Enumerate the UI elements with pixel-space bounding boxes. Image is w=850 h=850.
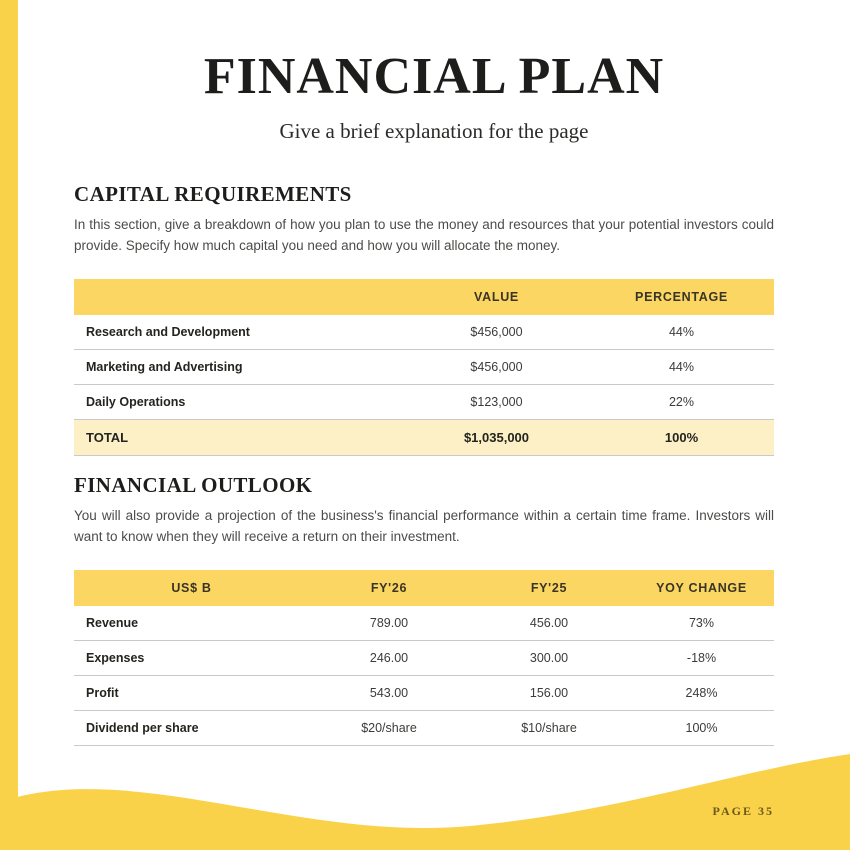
capital-col-value: VALUE bbox=[404, 279, 589, 315]
cell-fy25: 300.00 bbox=[469, 640, 629, 675]
capital-table-head bbox=[74, 279, 774, 315]
table-row bbox=[74, 349, 774, 384]
cell-label: Expenses bbox=[74, 640, 309, 675]
outlook-col-fy26: FY'26 bbox=[309, 570, 469, 606]
cell-label: Research and Development bbox=[74, 315, 404, 350]
cell-fy25: 156.00 bbox=[469, 675, 629, 710]
outlook-col-fy25: FY'25 bbox=[469, 570, 629, 606]
cell-percentage: 44% bbox=[589, 315, 774, 350]
cell-label: Dividend per share bbox=[74, 710, 309, 745]
bottom-wave-decoration bbox=[0, 730, 850, 850]
table-header-row bbox=[74, 570, 774, 606]
cell-value: $123,000 bbox=[404, 384, 589, 419]
capital-col-percentage: PERCENTAGE bbox=[589, 279, 774, 315]
table-row bbox=[74, 384, 774, 419]
outlook-col-yoy: YOY CHANGE bbox=[629, 570, 774, 606]
outlook-table-body bbox=[74, 606, 774, 746]
table-row bbox=[74, 675, 774, 710]
table-row bbox=[74, 315, 774, 350]
section-body-capital: In this section, give a breakdown of how you plan to use the money and resources that your potential investors could provide. Specify how much capital you need and how you will allocate the money. bbox=[74, 217, 774, 253]
cell-yoy: 248% bbox=[629, 675, 774, 710]
section-heading-outlook: FINANCIAL OUTLOOK bbox=[74, 473, 313, 497]
cell-label: Profit bbox=[74, 675, 309, 710]
page-title: FINANCIAL PLAN bbox=[203, 48, 665, 105]
cell-yoy: 100% bbox=[629, 710, 774, 745]
capital-col-label bbox=[74, 279, 404, 315]
cell-label: Revenue bbox=[74, 606, 309, 641]
cell-total-percentage: 100% bbox=[589, 419, 774, 455]
page-subtitle: Give a brief explanation for the page bbox=[279, 119, 589, 144]
section-body-outlook: You will also provide a projection of the business's financial performance within a certain time frame. Investors will want to know when they will receive a return on their investment. bbox=[74, 508, 774, 544]
section-capital-requirements bbox=[74, 182, 774, 456]
cell-fy26: $20/share bbox=[309, 710, 469, 745]
capital-table-body bbox=[74, 315, 774, 456]
cell-fy26: 543.00 bbox=[309, 675, 469, 710]
cell-fy26: 789.00 bbox=[309, 606, 469, 641]
table-header-row bbox=[74, 279, 774, 315]
outlook-table-head bbox=[74, 570, 774, 606]
cell-label: Marketing and Advertising bbox=[74, 349, 404, 384]
cell-fy25: $10/share bbox=[469, 710, 629, 745]
section-financial-outlook bbox=[74, 473, 774, 746]
capital-requirements-table bbox=[74, 279, 774, 456]
cell-value: $456,000 bbox=[404, 315, 589, 350]
cell-total-label: TOTAL bbox=[74, 419, 404, 455]
table-row bbox=[74, 640, 774, 675]
cell-fy26: 246.00 bbox=[309, 640, 469, 675]
cell-value: $456,000 bbox=[404, 349, 589, 384]
table-total-row bbox=[74, 419, 774, 455]
section-heading-capital: CAPITAL REQUIREMENTS bbox=[74, 182, 352, 206]
cell-percentage: 22% bbox=[589, 384, 774, 419]
slide-content bbox=[18, 0, 850, 850]
table-row bbox=[74, 606, 774, 641]
cell-total-value: $1,035,000 bbox=[404, 419, 589, 455]
outlook-col-unit: US$ B bbox=[74, 570, 309, 606]
cell-yoy: -18% bbox=[629, 640, 774, 675]
left-accent-bar bbox=[0, 0, 18, 850]
cell-label: Daily Operations bbox=[74, 384, 404, 419]
cell-percentage: 44% bbox=[589, 349, 774, 384]
financial-outlook-table bbox=[74, 570, 774, 746]
page-number: PAGE 35 bbox=[712, 804, 774, 818]
cell-fy25: 456.00 bbox=[469, 606, 629, 641]
cell-yoy: 73% bbox=[629, 606, 774, 641]
